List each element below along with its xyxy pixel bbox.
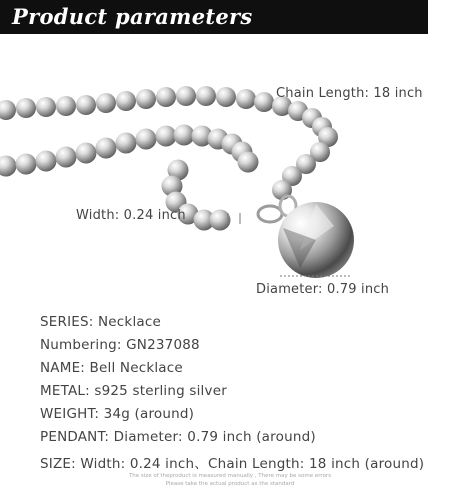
footnote-measurement: The size of theproduct is measured manually , There may be some errors	[128, 473, 332, 479]
bead	[238, 152, 259, 173]
chain-length-label: Chain Length: 18 inch	[276, 86, 423, 101]
bead	[136, 129, 157, 150]
header-title: Product parameters	[12, 4, 253, 29]
spec-list	[40, 314, 460, 475]
spec-metal: METAL: s925 sterling silver	[40, 383, 227, 399]
bead	[216, 87, 236, 107]
bead	[96, 138, 117, 159]
bead	[196, 86, 216, 106]
spec-numbering: Numbering: GN237088	[40, 337, 200, 353]
bead	[156, 126, 177, 147]
page-header	[0, 0, 460, 34]
bead	[36, 97, 56, 117]
bead	[156, 87, 176, 107]
spec-pendant: PENDANT: Diameter: 0.79 inch (around)	[40, 429, 316, 445]
necklace-product-image	[0, 34, 460, 304]
bead	[0, 156, 17, 177]
bell-pendant	[278, 202, 354, 278]
bead	[16, 154, 37, 175]
spec-series: SERIES: Necklace	[40, 314, 161, 330]
bead	[96, 93, 116, 113]
bead	[116, 91, 136, 111]
bead	[0, 100, 16, 120]
bead	[36, 151, 57, 172]
bead	[254, 92, 274, 112]
spec-name: NAME: Bell Necklace	[40, 360, 183, 376]
bead	[174, 125, 195, 146]
bead	[210, 210, 231, 231]
bead	[236, 89, 256, 109]
header-bar	[0, 0, 428, 34]
bead	[76, 143, 97, 164]
footnote-standard: Please take the actual product as the standard	[165, 481, 295, 487]
bead	[56, 147, 77, 168]
bead	[176, 86, 196, 106]
bead	[116, 133, 137, 154]
spec-size: SIZE: Width: 0.24 inch、Chain Length: 18 inch (around)	[40, 456, 425, 472]
bead	[16, 98, 36, 118]
bead	[76, 95, 96, 115]
bead	[56, 96, 76, 116]
width-label: Width: 0.24 inch	[76, 208, 186, 223]
diameter-label: Diameter: 0.79 inch	[256, 282, 390, 297]
bead	[136, 89, 156, 109]
spec-weight: WEIGHT: 34g (around)	[40, 406, 195, 422]
